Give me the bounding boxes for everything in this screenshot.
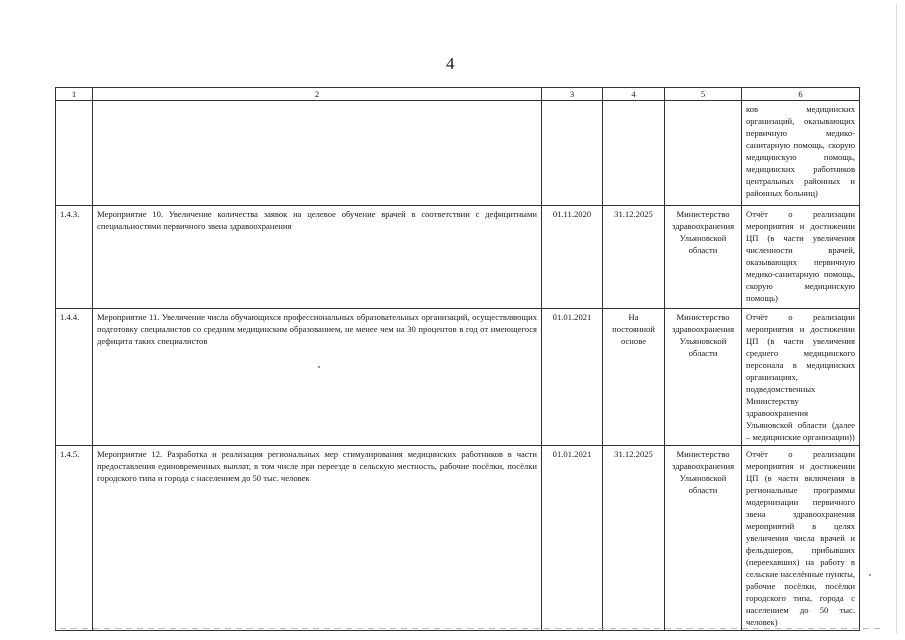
table-row bbox=[56, 446, 860, 631]
header-col-3: 3 bbox=[542, 88, 603, 101]
table-row bbox=[56, 206, 860, 309]
end-date bbox=[603, 101, 665, 206]
scan-speck bbox=[318, 366, 320, 368]
header-col-6: 6 bbox=[742, 88, 860, 101]
end-date: 31.12.2025 bbox=[603, 446, 665, 631]
events-table bbox=[55, 87, 860, 631]
event-description: Мероприятие 12. Разработка и реализация региональных мер стимулирования медицинских работников в части предоставления единовременных выплат, в том числе при переезде в сельскую местность, рабочие посёлки, посёлки городского типа и города с населением до 50 тыс. человек bbox=[93, 446, 542, 631]
end-date: 31.12.2025 bbox=[603, 206, 665, 309]
table-row bbox=[56, 101, 860, 206]
event-description: Мероприятие 10. Увеличение количества заявок на целевое обучение врачей в соответствии с дефицитными специальностями первичного звена здравоохранения bbox=[93, 206, 542, 309]
header-col-2: 2 bbox=[93, 88, 542, 101]
table-header-row bbox=[56, 88, 860, 101]
executor: Министерство здравоохранения Ульяновской области bbox=[665, 446, 742, 631]
end-date: На постоянной основе bbox=[603, 309, 665, 446]
executor bbox=[665, 101, 742, 206]
scan-artifact-line bbox=[60, 628, 880, 629]
row-number: 1.4.4. bbox=[56, 309, 93, 446]
start-date: 01.01.2021 bbox=[542, 446, 603, 631]
scan-speck bbox=[869, 574, 871, 576]
event-description: Мероприятие 11. Увеличение числа обучающихся профессиональных образовательных организаций, осуществляющих подготовку специалистов со средним медицинским образованием, не менее чем на 30 процентов в год от имеющегося дефицита таких специалистов bbox=[93, 309, 542, 446]
page-number: 4 bbox=[446, 54, 455, 73]
header-col-1: 1 bbox=[56, 88, 93, 101]
event-description bbox=[93, 101, 542, 206]
start-date: 01.01.2021 bbox=[542, 309, 603, 446]
result: Отчёт о реализации мероприятия и достижении ЦП (в части увеличения среднего медицинского персонала в медицинских организациях, подведомственных Министерству здравоохранения Ульяновской области (далее – медицинские организации)) bbox=[742, 309, 860, 446]
result: ков медицинских организаций, оказывающих первичную медико-санитарную помощь, скорую медицинскую помощь, медицинских работников центральных районных и районных больниц) bbox=[742, 101, 860, 206]
executor: Министерство здравоохранения Ульяновской области bbox=[665, 206, 742, 309]
table-row bbox=[56, 309, 860, 446]
row-number: 1.4.5. bbox=[56, 446, 93, 631]
result: Отчёт о реализации мероприятия и достижении ЦП (в части увеличения численности врачей, оказывающих первичную медико-санитарную помощь, скорую медицинскую помощь) bbox=[742, 206, 860, 309]
header-col-5: 5 bbox=[665, 88, 742, 101]
executor: Министерство здравоохранения Ульяновской области bbox=[665, 309, 742, 446]
row-number: 1.4.3. bbox=[56, 206, 93, 309]
start-date: 01.11.2020 bbox=[542, 206, 603, 309]
result: Отчёт о реализации мероприятия и достижении ЦП (в части включения в региональные программы модернизации первичного звена здравоохранения мероприятий в целях увеличения числа врачей и фельдшеров, прибывших (переехавших) на работу в сельские населённые пункты, рабочие посёлки, посёлки городского типа, города с населением до 50 тыс. человек) bbox=[742, 446, 860, 631]
row-number bbox=[56, 101, 93, 206]
header-col-4: 4 bbox=[603, 88, 665, 101]
start-date bbox=[542, 101, 603, 206]
scan-edge bbox=[896, 4, 897, 634]
